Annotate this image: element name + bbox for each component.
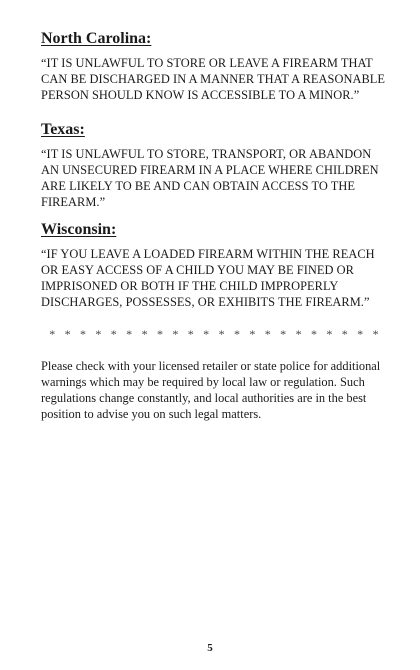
section-texas	[41, 120, 386, 210]
state-heading-texas: Texas:	[41, 121, 85, 138]
state-warning-wisconsin: “IF YOU LEAVE A LOADED FIREARM WITHIN THE REACH OR EASY ACCESS OF A CHILD YOU MAY BE FINED OR IMPRISONED OR BOTH IF THE CHILD IMPROPERLY DISCHARGES, POSSESSES, OR EXHIBITS THE FIREARM.”	[41, 247, 375, 309]
section-north-carolina	[41, 29, 386, 103]
page-number: 5	[207, 642, 213, 654]
state-warning-texas: “IT IS UNLAWFUL TO STORE, TRANSPORT, OR ABANDON AN UNSECURED FIREARM IN A PLACE WHERE CHILDREN ARE LIKELY TO BE AND CAN OBTAIN ACCESS TO THE FIREARM.”	[41, 147, 379, 209]
section-wisconsin	[41, 220, 386, 310]
state-heading-wisconsin: Wisconsin:	[41, 221, 117, 238]
state-heading-north-carolina: North Carolina:	[41, 30, 152, 47]
document-page	[41, 29, 386, 422]
state-warning-north-carolina: “IT IS UNLAWFUL TO STORE OR LEAVE A FIREARM THAT CAN BE DISCHARGED IN A MANNER THAT A REASONABLE PERSON SHOULD KNOW IS ACCESSIBLE TO A MINOR.”	[41, 56, 386, 102]
asterisk-divider: * * * * * * * * * * * * * * * * * * * * * *	[49, 327, 382, 341]
retailer-note: Please check with your licensed retailer or state police for additional warnings which may be required by local law or regulation. Such regulations change constantly, and local authorities are in the best position to advise you on such legal matters.	[41, 359, 381, 421]
